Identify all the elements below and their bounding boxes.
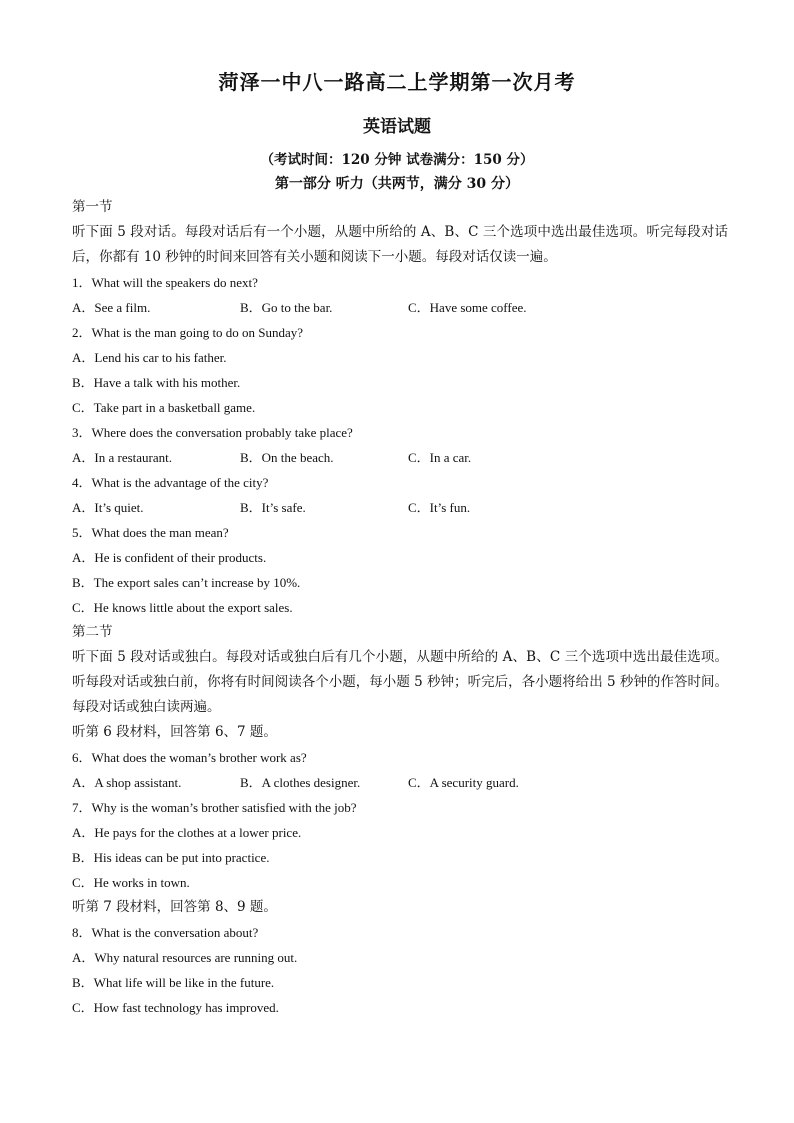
q4-stem: 4．What is the advantage of the city?	[72, 475, 269, 490]
subject-title: 英语试题	[363, 117, 431, 137]
section2-instructions: 听下面 5 段对话或独白。每段对话或独白后有几个小题，从题中所给的 A、B、C 三个选项中选出最佳选项。听每段对话或独白前，你将有时间阅读各个小题，每小题 5 秒钟；听完后，各小题将给出 5 秒钟的作答时间。每段对话或独白读两遍。	[72, 649, 728, 715]
q6-option-b: B．A clothes designer.	[240, 775, 361, 790]
material7-note: 听第 7 段材料，回答第 8、9 题。	[72, 899, 277, 915]
q6-options	[72, 770, 728, 795]
q2-option-b: B．Have a talk with his mother.	[72, 375, 241, 390]
q1-option-b: B．Go to the bar.	[240, 300, 333, 315]
q7-option-c: C．He works in town.	[72, 875, 190, 890]
q2-stem: 2．What is the man going to do on Sunday?	[72, 325, 304, 340]
q3-option-a: A．In a restaurant.	[72, 450, 172, 465]
q1-option-c: C．Have some coffee.	[408, 300, 527, 315]
exam-content	[72, 195, 728, 1020]
section1-label: 第一节	[72, 199, 113, 215]
q2-option-c: C．Take part in a basketball game.	[72, 400, 256, 415]
q8-stem: 8．What is the conversation about?	[72, 925, 259, 940]
q4-options	[72, 495, 728, 520]
q7-stem: 7．Why is the woman’s brother satisfied with the job?	[72, 800, 357, 815]
q7-option-b: B．His ideas can be put into practice.	[72, 850, 270, 865]
q8-option-c: C．How fast technology has improved.	[72, 1000, 279, 1015]
q4-option-b: B．It’s safe.	[240, 500, 306, 515]
q2-option-a: A．Lend his car to his father.	[72, 350, 227, 365]
part-title: 第一部分 听力（共两节，满分 30 分）	[274, 176, 520, 192]
q4-option-a: A．It’s quiet.	[72, 500, 144, 515]
q5-option-b: B．The export sales can’t increase by 10%.	[72, 575, 301, 590]
q6-stem: 6．What does the woman’s brother work as?	[72, 750, 307, 765]
q1-stem: 1．What will the speakers do next?	[72, 275, 258, 290]
school-title: 菏泽一中八一路高二上学期第一次月考	[218, 70, 576, 94]
q6-option-c: C．A security guard.	[408, 775, 519, 790]
q1-option-a: A．See a film.	[72, 300, 151, 315]
q5-option-a: A．He is confident of their products.	[72, 550, 267, 565]
q3-option-b: B．On the beach.	[240, 450, 334, 465]
exam-info: （考试时间：120 分钟 试卷满分：150 分）	[260, 152, 534, 168]
q4-option-c: C．It’s fun.	[408, 500, 471, 515]
q3-options	[72, 445, 728, 470]
q3-stem: 3．Where does the conversation probably take place?	[72, 425, 353, 440]
q7-option-a: A．He pays for the clothes at a lower price.	[72, 825, 302, 840]
q5-option-c: C．He knows little about the export sales.	[72, 600, 293, 615]
material6-note: 听第 6 段材料，回答第 6、7 题。	[72, 724, 277, 740]
q8-option-b: B．What life will be like in the future.	[72, 975, 275, 990]
q5-stem: 5．What does the man mean?	[72, 525, 229, 540]
q3-option-c: C．In a car.	[408, 450, 472, 465]
q6-option-a: A．A shop assistant.	[72, 775, 182, 790]
section1-instructions: 听下面 5 段对话。每段对话后有一个小题，从题中所给的 A、B、C 三个选项中选出最佳选项。听完每段对话后，你都有 10 秒钟的时间来回答有关小题和阅读下一小题。每段对话仅读一遍。	[72, 224, 728, 265]
q8-option-a: A．Why natural resources are running out.	[72, 950, 298, 965]
section2-label: 第二节	[72, 624, 113, 640]
q1-options	[72, 295, 728, 320]
